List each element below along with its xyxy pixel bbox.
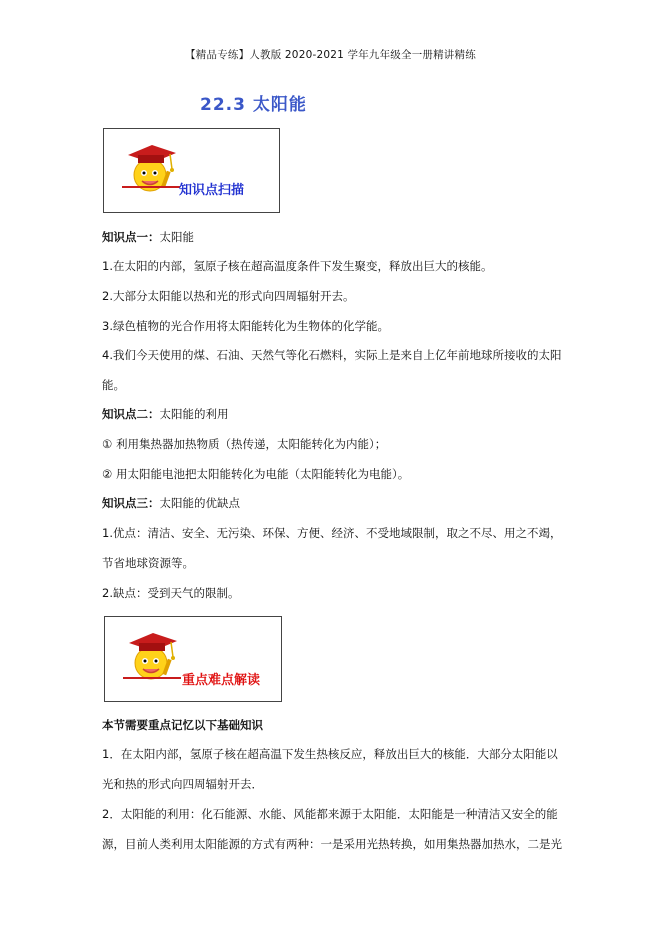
- heading-label: 知识点二：: [102, 407, 160, 421]
- list-item: 1.在太阳的内部，氢原子核在超高温度条件下发生聚变，释放出巨大的核能。: [102, 259, 493, 273]
- heading-topic: 太阳能的优缺点: [159, 496, 240, 510]
- graduation-smiley-icon: [122, 135, 180, 197]
- banner-label: 重点难点解读: [182, 673, 261, 688]
- list-item: 2.缺点：受到天气的限制。: [102, 586, 240, 600]
- list-item: 4.我们今天使用的煤、石油、天然气等化石燃料，实际上是来自上亿年前地球所接收的太阳: [102, 348, 562, 362]
- banner-label: 知识点扫描: [179, 183, 245, 198]
- heading-label: 本节需要重点记忆以下基础知识: [102, 718, 263, 732]
- graduation-smiley-icon: [123, 623, 181, 685]
- heading-label: 知识点三：: [102, 496, 160, 510]
- list-item: 1．在太阳内部，氢原子核在超高温下发生热核反应，释放出巨大的核能．大部分太阳能以: [102, 747, 558, 761]
- list-item: ① 利用集热器加热物质（热传递，太阳能转化为内能）；: [102, 437, 387, 451]
- list-item: 节省地球资源等。: [102, 556, 194, 570]
- section-title: 22.3 太阳能: [200, 95, 307, 115]
- section-heading: [102, 496, 240, 510]
- list-item: 光和热的形式向四周辐射开去．: [102, 777, 263, 791]
- section-heading: [102, 230, 194, 244]
- list-item: 3.绿色植物的光合作用将太阳能转化为生物体的化学能。: [102, 319, 389, 333]
- list-item: 源，目前人类利用太阳能源的方式有两种：一是采用光热转换，如用集热器加热水，二是光: [102, 837, 562, 851]
- heading-topic: 太阳能的利用: [159, 407, 229, 421]
- list-item: 能。: [102, 378, 125, 392]
- list-item: 2.大部分太阳能以热和光的形式向四周辐射开去。: [102, 289, 355, 303]
- heading-label: 知识点一：: [102, 230, 160, 244]
- heading-topic: 太阳能: [159, 230, 194, 244]
- section-heading: [102, 407, 229, 421]
- list-item: 1.优点：清洁、安全、无污染、环保、方便、经济、不受地域限制，取之不尽、用之不竭，: [102, 526, 562, 540]
- key-points-banner: [104, 616, 282, 702]
- banner-underline: [122, 186, 180, 188]
- knowledge-scan-banner: [103, 128, 280, 213]
- page-header: 【精品专练】人教版 2020-2021 学年九年级全一册精讲精练: [185, 49, 476, 61]
- list-item: ② 用太阳能电池把太阳能转化为电能（太阳能转化为电能）。: [102, 467, 410, 481]
- list-item: 2．太阳能的利用：化石能源、水能、风能都来源于太阳能．太阳能是一种清洁又安全的能: [102, 807, 558, 821]
- section-heading: [102, 718, 263, 732]
- banner-underline: [123, 677, 181, 679]
